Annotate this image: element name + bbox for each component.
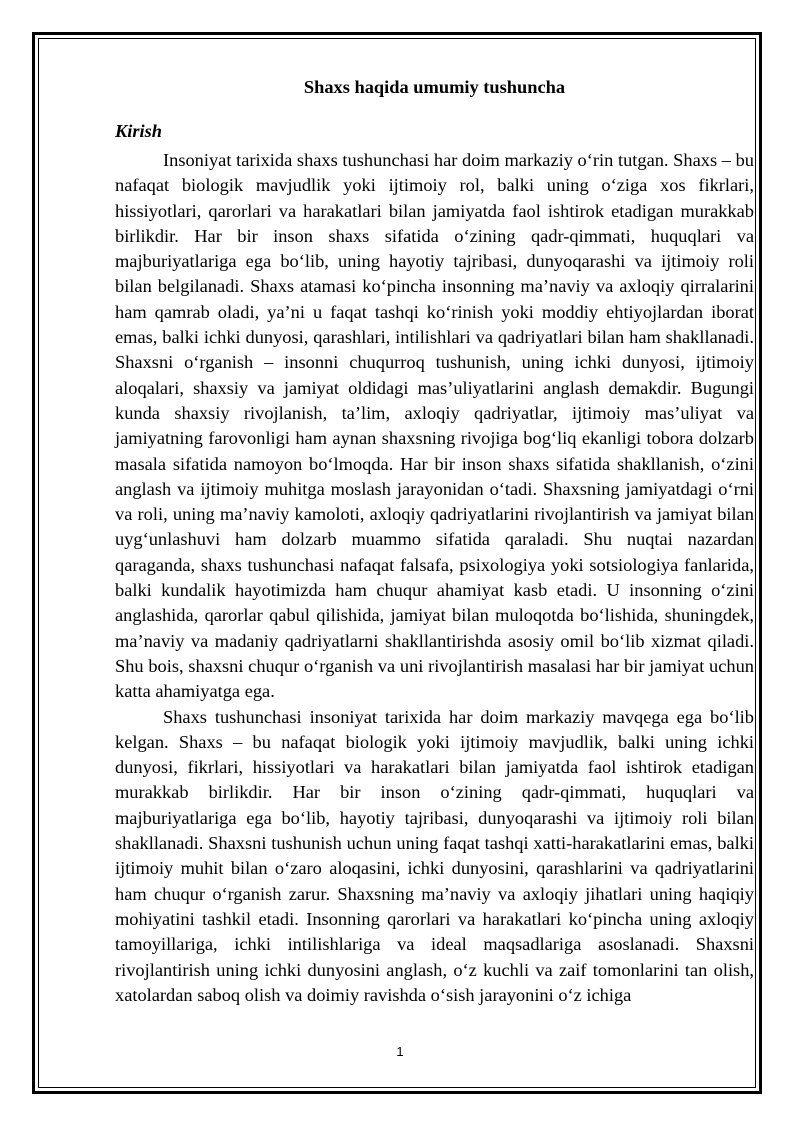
paragraph-1: Insoniyat tarixida shaxs tushunchasi har doim markaziy o‘rin tutgan. Shaxs – bu nafaqat biologik mavjudlik yoki ijtimoiy rol, balki uning o‘ziga xos fikrlari, hissiyotlari, qarorlari va harakatlari bilan jamiyatda faol ishtirok etadigan murakkab birlikdir. Har bir inson shaxs sifatida o‘zining qadr-qimmati, huquqlari va majburiyatlariga ega bo‘lib, uning hayotiy tajribasi, dunyoqarashi va ijtimoiy roli bilan belgilanadi. Shaxs atamasi ko‘pincha insonning ma’naviy va axloqiy qirralarini ham qamrab oladi, ya’ni u faqat tashqi ko‘rinish yoki moddiy ehtiyojlardan iborat emas, balki ichki dunyosi, qarashlari, intilishlari va qadriyatlari bilan ham shakllanadi. Shaxsni o‘rganish – insonni chuqurroq tushunish, uning ichki dunyosi, ijtimoiy aloqalari, shaxsiy va jamiyat oldidagi mas’uliyatlarini anglash demakdir. Bugungi kunda shaxsiy rivojlanish, ta’lim, axloqiy qadriyatlar, ijtimoiy mas’uliyat va jamiyatning farovonligi ham aynan shaxsning rivojiga bog‘liq ekanligi tobora dolzarb masala sifatida namoyon bo‘lmoqda. Har bir inson shaxs sifatida shakllanish, o‘zini anglash va ijtimoiy muhitga moslash jarayonidan o‘tadi. Shaxsning jamiyatdagi o‘rni va roli, uning ma’naviy kamoloti, axloqiy qadriyatlarini rivojlantirish va jamiyat bilan uyg‘unlashuvi ham dolzarb muammo sifatida qaraladi. Shu nuqtai nazardan qaraganda, shaxs tushunchasi nafaqat falsafa, psixologiya yoki sotsiologiya fanlarida, balki kundalik hayotimizda ham chuqur ahamiyat kasb etadi. U insonning o‘zini anglashida, qarorlar qabul qilishida, jamiyat bilan muloqotda bo‘lishida, shuningdek, ma’naviy va madaniy qadriyatlarni shakllantirishda asosiy omil bo‘lib xizmat qiladi. Shu bois, shaxsni chuqur o‘rganish va uni rivojlantirish masalasi har bir jamiyat uchun katta ahamiyatga ega. (115, 150, 754, 702)
section-heading: Kirish (115, 121, 163, 141)
paragraph-2: Shaxs tushunchasi insoniyat tarixida har doim markaziy mavqega ega bo‘lib kelgan. Shaxs – bu nafaqat biologik yoki ijtimoiy mavjudlik, balki uning ichki dunyosi, fikrlari, hissiyotlari va harakatlari bilan jamiyatda faol ishtirok etadigan murakkab birlikdir. Har bir inson o‘zining qadr-qimmati, huquqlari va majburiyatlariga ega bo‘lib, hayotiy tajribasi, dunyoqarashi va ijtimoiy roli bilan shakllanadi. Shaxsni tushunish uchun uning faqat tashqi xatti-harakatlarini emas, balki ijtimoiy muhit bilan o‘zaro aloqasini, ichki dunyosini, qarashlarini va qadriyatlarini ham chuqur o‘rganish zarur. Shaxsning ma’naviy va axloqiy jihatlari uning haqiqiy mohiyatini tashkil etadi. Insonning qarorlari va harakatlari ko‘pincha uning axloqiy tamoyillariga, ichki intilishlariga va ideal maqsadlariga asoslanadi. Shaxsni rivojlantirish uning ichki dunyosini anglash, o‘z kuchli va zaif tomonlarini tan olish, xatolardan saboq olish va doimiy ravishda o‘sish jarayonini o‘z ichiga (115, 706, 754, 1005)
document-title: Shaxs haqida umumiy tushuncha (303, 77, 566, 97)
document-body (115, 72, 754, 1008)
page-number: 1 (396, 1044, 404, 1059)
